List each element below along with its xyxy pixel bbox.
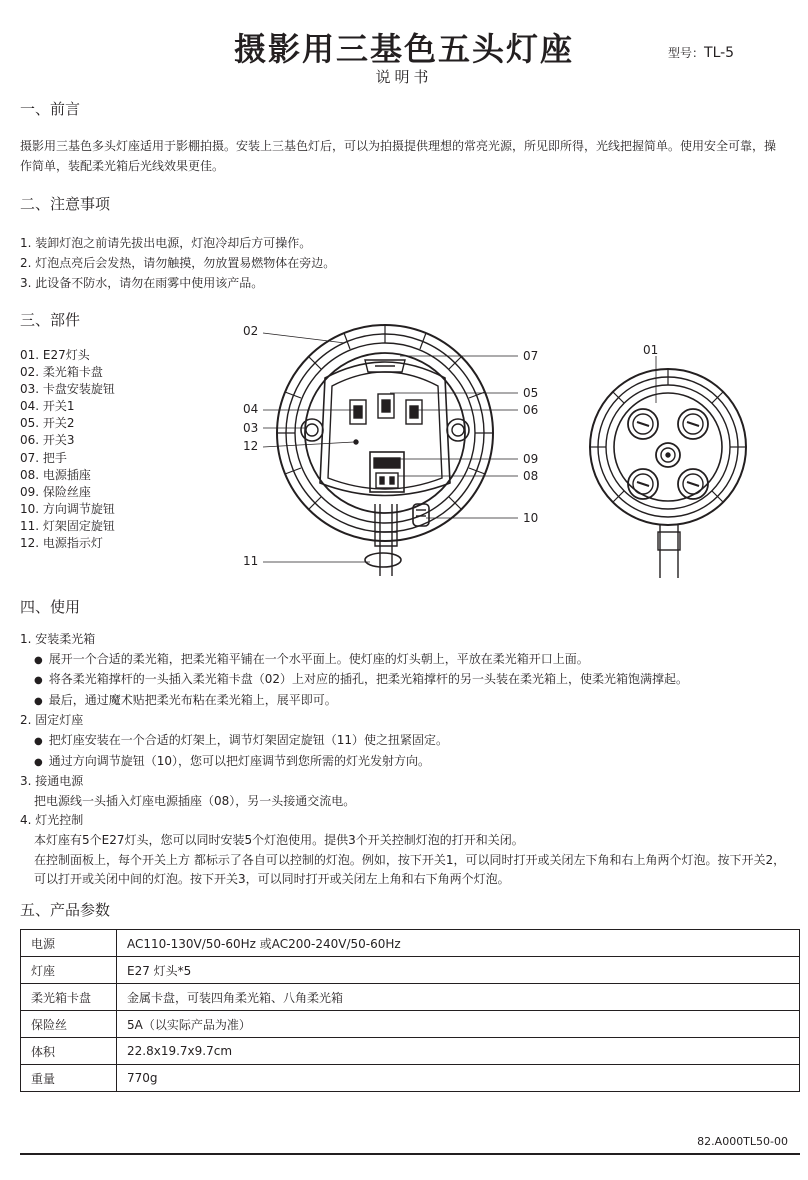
spec-value: E27 灯头*5 — [117, 957, 800, 984]
part-item: 04. 开关1 — [20, 399, 75, 414]
part-item: 12. 电源指示灯 — [20, 536, 103, 551]
usage-heading: 四、使用 — [20, 598, 81, 616]
usage-text: 本灯座有5个E27灯头，您可以同时安装5个灯泡使用。提供3个开关控制灯泡的打开和关闭。 — [34, 832, 524, 847]
spec-key: 柔光箱卡盘 — [21, 984, 117, 1011]
usage-text: 可以打开或关闭中间的灯泡。按下开关3，可以同时打开或关闭左上角和右下角两个灯泡。 — [34, 872, 510, 887]
callout-label: 02 — [243, 324, 259, 338]
parts-heading: 三、部件 — [20, 311, 81, 329]
usage-bullet: ● 把灯座安装在一个合适的灯架上，调节灯架固定旋钮（11）使之扭紧固定。 — [20, 731, 800, 752]
note-item: 2. 灯泡点亮后会发热，请勿触摸，勿放置易燃物体在旁边。 — [20, 256, 336, 270]
usage-text: 把电源线一头插入灯座电源插座（08），另一头接通交流电。 — [34, 793, 356, 808]
notes-heading: 二、注意事项 — [20, 195, 111, 213]
document-code: 82.A000TL50-00 — [697, 1135, 788, 1148]
table-row — [21, 1011, 800, 1038]
spec-key: 电源 — [21, 930, 117, 957]
part-item: 07. 把手 — [20, 450, 67, 465]
table-row — [21, 930, 800, 957]
callout-label: 11 — [243, 554, 259, 568]
spec-value: 22.8x19.7x9.7cm — [117, 1038, 800, 1065]
part-item: 06. 开关3 — [20, 433, 75, 448]
usage-content — [20, 630, 800, 890]
usage-step-title: 3. 接通电源 — [20, 774, 84, 789]
spec-value: AC110-130V/50-60Hz 或AC200-240V/50-60Hz — [117, 930, 800, 957]
model-value: TL-5 — [704, 45, 735, 61]
usage-bullet: ● 将各柔光箱撑杆的一头插入柔光箱卡盘（02）上对应的插孔，把柔光箱撑杆的另一头装在柔光箱上，使柔光箱饱满撑起。 — [20, 670, 800, 691]
model-label: 型号： — [668, 46, 705, 60]
part-item: 08. 电源插座 — [20, 467, 91, 482]
part-item: 10. 方向调节旋钮 — [20, 501, 115, 516]
callout-label: 08 — [523, 469, 539, 483]
note-item: 1. 装卸灯泡之前请先拔出电源，灯泡冷却后方可操作。 — [20, 236, 312, 250]
note-item: 3. 此设备不防水，请勿在雨雾中使用该产品。 — [20, 276, 264, 290]
specs-heading: 五、产品参数 — [20, 901, 111, 919]
spec-key: 保险丝 — [21, 1011, 117, 1038]
usage-step-title: 4. 灯光控制 — [20, 813, 84, 828]
callout-label: 12 — [243, 439, 259, 453]
part-item: 02. 柔光箱卡盘 — [20, 365, 103, 380]
usage-bullet: ● 展开一个合适的柔光箱，把柔光箱平铺在一个水平面上。使灯座的灯头朝上，平放在柔光箱开口上面。 — [20, 650, 800, 671]
usage-text: 在控制面板上，每个开关上方 都标示了各自可以控制的灯泡。例如，按下开关1，可以同时打开或关闭左下角和右上角两个灯泡。按下开关2， — [34, 852, 786, 867]
part-item: 11. 灯架固定旋钮 — [20, 518, 115, 533]
part-item: 09. 保险丝座 — [20, 484, 91, 499]
spec-value: 金属卡盘，可装四角柔光箱、八角柔光箱 — [117, 984, 800, 1011]
table-row — [21, 1065, 800, 1092]
preface-heading: 一、前言 — [20, 100, 81, 118]
spec-key: 灯座 — [21, 957, 117, 984]
callout-label: 01 — [643, 343, 659, 357]
callout-label: 04 — [243, 402, 259, 416]
callout-label: 03 — [243, 421, 259, 435]
table-row — [21, 957, 800, 984]
preface-line-2: 作简单，装配柔光箱后光线效果更佳。 — [20, 159, 225, 173]
callout-label: 09 — [523, 452, 539, 466]
usage-bullet: ● 通过方向调节旋钮（10），您可以把灯座调节到您所需的灯光发射方向。 — [20, 752, 800, 773]
spec-value: 5A（以实际产品为准） — [117, 1011, 800, 1038]
spec-key: 体积 — [21, 1038, 117, 1065]
footer-divider — [20, 1153, 800, 1155]
table-row — [21, 984, 800, 1011]
part-item: 03. 卡盘安装旋钮 — [20, 382, 115, 397]
part-item: 05. 开关2 — [20, 416, 75, 431]
callout-label: 05 — [523, 386, 539, 400]
spec-key: 重量 — [21, 1065, 117, 1092]
part-item: 01. E27灯头 — [20, 348, 90, 362]
callout-label: 06 — [523, 403, 539, 417]
usage-step-title: 1. 安装柔光箱 — [20, 632, 96, 646]
spec-value: 770g — [117, 1065, 800, 1092]
table-row — [21, 1038, 800, 1065]
callout-label: 07 — [523, 349, 539, 363]
callout-label: 10 — [523, 511, 539, 525]
usage-step-title: 2. 固定灯座 — [20, 713, 84, 728]
document-subtitle: 说明书 — [375, 68, 433, 86]
preface-line-1: 摄影用三基色多头灯座适用于影棚拍摄。安装上三基色灯后，可以为拍摄提供理想的常亮光源，所见即所得，光线把握简单。使用安全可靠，操 — [20, 139, 777, 153]
specs-table — [20, 929, 800, 1092]
document-title: 摄影用三基色五头灯座 — [233, 30, 574, 68]
usage-bullet: ● 最后，通过魔术贴把柔光布粘在柔光箱上，展平即可。 — [20, 691, 800, 712]
